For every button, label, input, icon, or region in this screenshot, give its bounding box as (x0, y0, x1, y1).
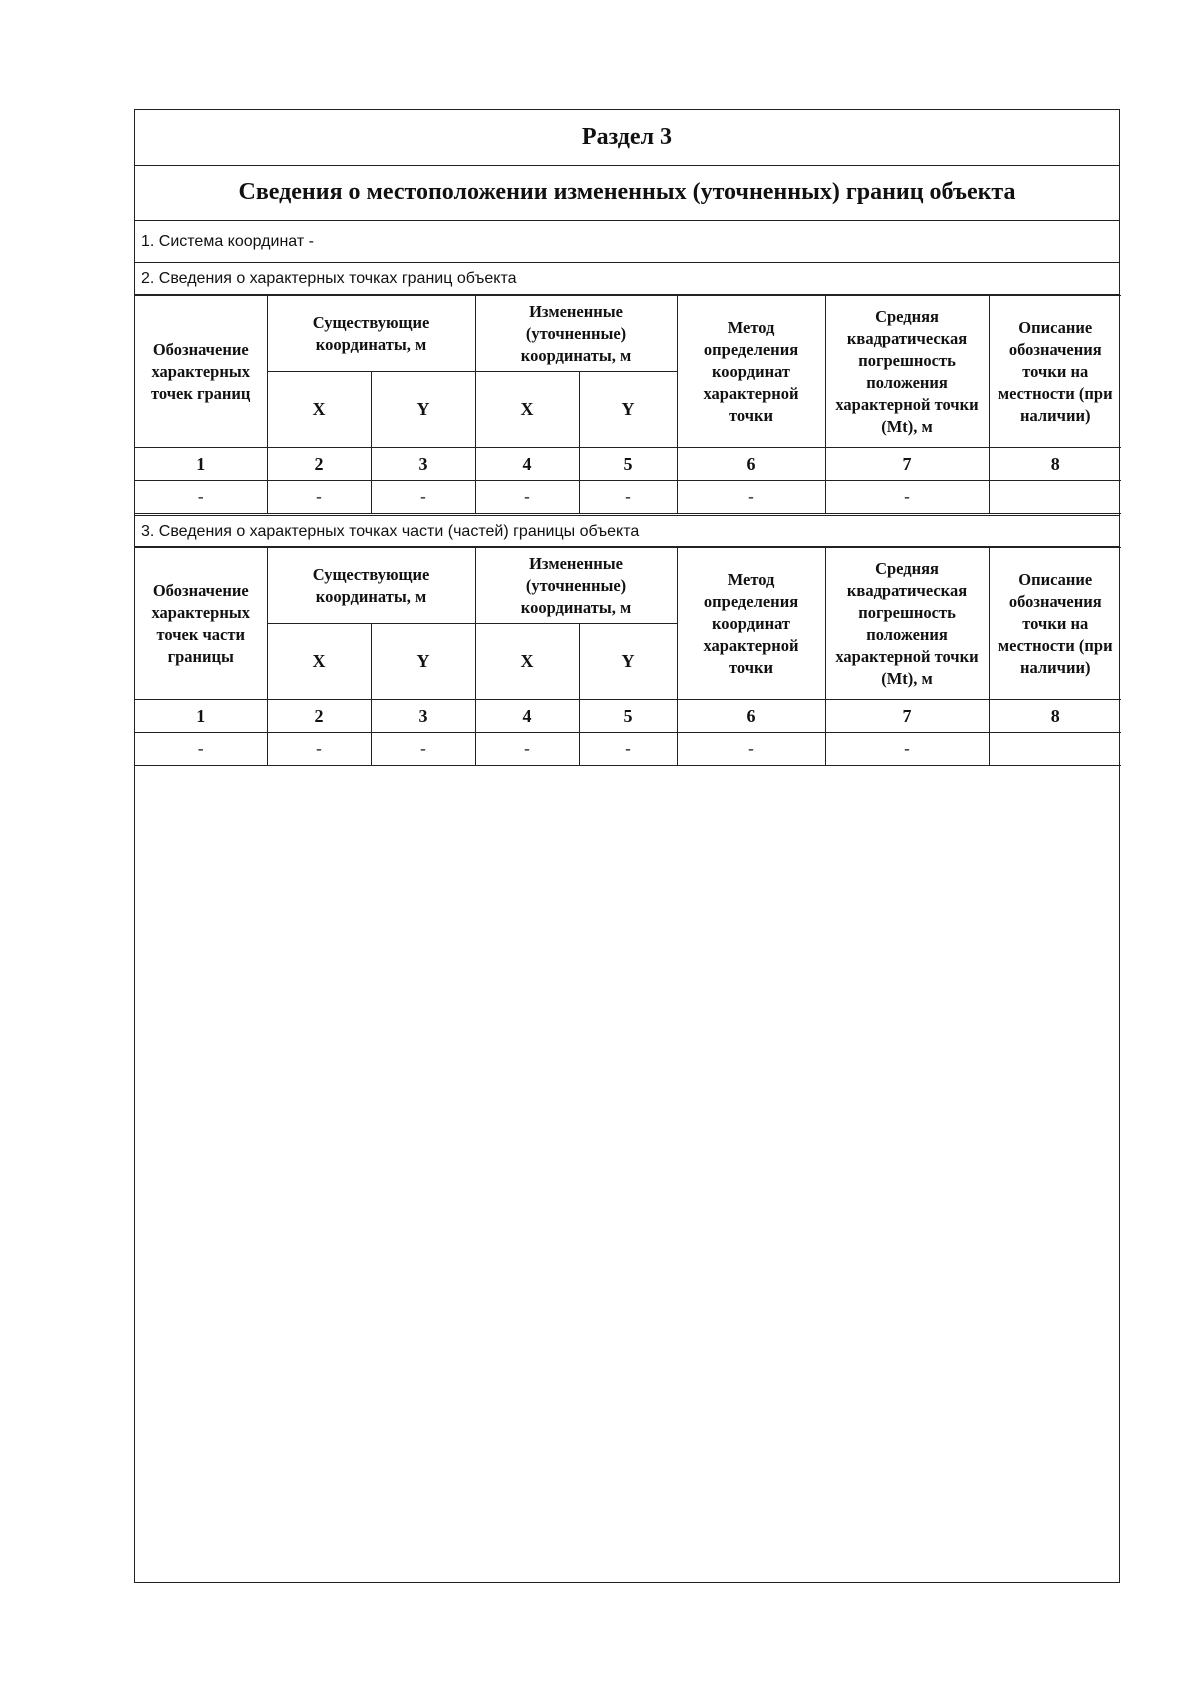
table-cell: - (825, 733, 989, 766)
column-number: 4 (475, 700, 579, 733)
table-cell: - (579, 481, 677, 514)
table-cell: - (677, 733, 825, 766)
table-cell: - (825, 481, 989, 514)
column-number: 3 (371, 448, 475, 481)
coordinate-system-line: 1. Система координат - (135, 220, 1119, 263)
header-error: Средняя квадратическая погрешность положения характерной точки (Mt), м (825, 296, 989, 448)
part-boundary-points-heading: 3. Сведения о характерных точках части (частей) границы объекта (135, 515, 1119, 547)
table-row (135, 481, 1121, 514)
table-cell: - (135, 733, 267, 766)
header-existing-y: Y (371, 372, 475, 448)
column-number: 4 (475, 448, 579, 481)
header-error: Средняя квадратическая погрешность положения характерной точки (Mt), м (825, 548, 989, 700)
boundary-points-heading: 2. Сведения о характерных точках границ объекта (135, 263, 1119, 295)
table-cell: - (135, 481, 267, 514)
header-changed-coords: Измененные (уточненные) координаты, м (475, 296, 677, 372)
header-changed-y: Y (579, 372, 677, 448)
header-changed-coords: Измененные (уточненные) координаты, м (475, 548, 677, 624)
header-existing-coords: Существующие координаты, м (267, 548, 475, 624)
table-cell (989, 481, 1121, 514)
column-number: 5 (579, 448, 677, 481)
header-changed-y: Y (579, 624, 677, 700)
table-cell: - (475, 733, 579, 766)
header-method: Метод определения координат характерной точки (677, 296, 825, 448)
table-cell: - (267, 733, 371, 766)
table-cell: - (267, 481, 371, 514)
header-description: Описание обозначения точки на местности (при наличии) (989, 548, 1121, 700)
table-cell: - (677, 481, 825, 514)
header-designation: Обозначение характерных точек части границы (135, 548, 267, 700)
column-number: 2 (267, 448, 371, 481)
header-changed-x: X (475, 624, 579, 700)
table-cell (989, 733, 1121, 766)
column-number: 8 (989, 700, 1121, 733)
table-row (135, 733, 1121, 766)
column-number: 6 (677, 700, 825, 733)
table-cell: - (579, 733, 677, 766)
table-cell: - (371, 481, 475, 514)
column-number: 2 (267, 700, 371, 733)
column-number: 1 (135, 700, 267, 733)
header-description: Описание обозначения точки на местности (при наличии) (989, 296, 1121, 448)
column-numbers-row (135, 448, 1121, 481)
header-designation: Обозначение характерных точек границ (135, 296, 267, 448)
column-number: 7 (825, 448, 989, 481)
header-existing-y: Y (371, 624, 475, 700)
header-changed-x: X (475, 372, 579, 448)
column-number: 1 (135, 448, 267, 481)
part-boundary-points-table (135, 547, 1121, 766)
column-number: 6 (677, 448, 825, 481)
header-existing-x: X (267, 624, 371, 700)
column-number: 5 (579, 700, 677, 733)
section-subtitle: Сведения о местоположении измененных (уточненных) границ объекта (135, 165, 1119, 221)
table-cell: - (371, 733, 475, 766)
boundary-points-table (135, 295, 1121, 514)
header-existing-coords: Существующие координаты, м (267, 296, 475, 372)
table-cell: - (475, 481, 579, 514)
column-numbers-row (135, 700, 1121, 733)
column-number: 3 (371, 700, 475, 733)
column-number: 7 (825, 700, 989, 733)
section-frame (134, 109, 1120, 1583)
header-method: Метод определения координат характерной точки (677, 548, 825, 700)
column-number: 8 (989, 448, 1121, 481)
header-existing-x: X (267, 372, 371, 448)
section-title: Раздел 3 (135, 110, 1119, 166)
